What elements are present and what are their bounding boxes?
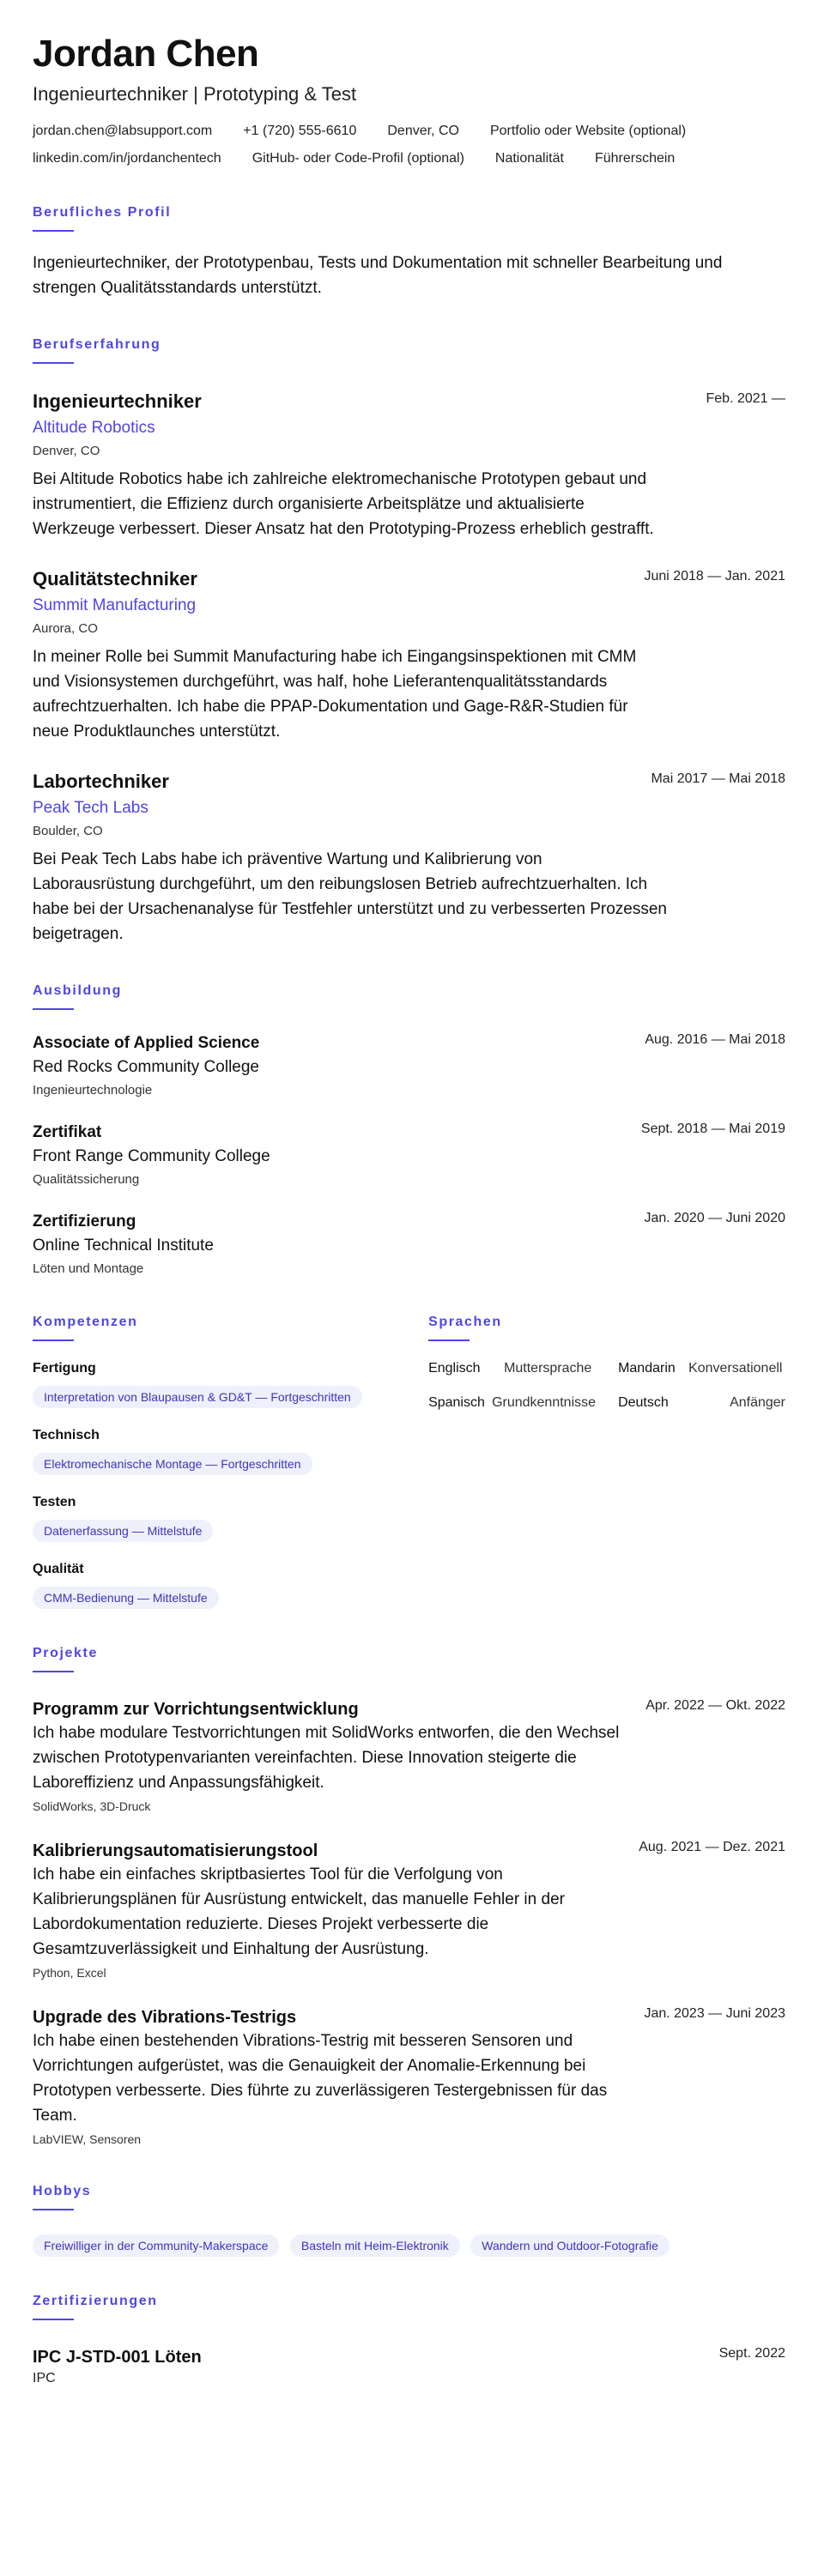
certification-name: IPC J-STD-001 Löten [33, 2348, 202, 2367]
language-level: Muttersprache [504, 1361, 592, 1376]
language-row [428, 1360, 785, 1377]
project-title: Upgrade des Vibrations-Testrigs [33, 2008, 297, 2027]
certification-entry [33, 2346, 785, 2387]
contact-github[interactable]: GitHub- oder Code-Profil (optional) [251, 151, 464, 166]
section-divider [428, 1339, 470, 1341]
section-skills [33, 1314, 418, 1609]
contact-portfolio[interactable]: Portfolio oder Website (optional) [489, 124, 687, 138]
contact-email[interactable]: jordan.chen@labsupport.com [33, 124, 213, 138]
section-experience [33, 336, 785, 946]
section-profile [33, 204, 785, 300]
job-description: Bei Altitude Robotics habe ich zahlreiche elektromechanische Prototypen gebaut und instrumentiert, die Effizienz durch organisierte Arbeitsplätze und aktualisierte Werkzeuge verbessert. Dieser Ansatz hat den Prototyping-Prozess erheblich gestrafft. [33, 470, 654, 538]
skill-category: Testen [33, 1495, 76, 1509]
language-level: Konversationell [688, 1361, 783, 1376]
language-name: Englisch [428, 1361, 481, 1376]
skills-languages-row [33, 1314, 785, 1609]
section-certifications [33, 2293, 785, 2387]
skill-tag: Interpretation von Blaupausen & GD&T — Fortgeschritten [33, 1386, 362, 1408]
education-field: Ingenieurtechnologie [33, 1083, 153, 1098]
language-name: Deutsch [618, 1395, 669, 1410]
section-divider [33, 1339, 74, 1341]
candidate-name: Jordan Chen [33, 33, 259, 75]
job-company: Summit Manufacturing [33, 596, 197, 614]
section-title: Berufserfahrung [33, 337, 161, 352]
profile-summary: Ingenieurtechniker, der Prototypenbau, Tests und Dokumentation mit schneller Bearbeitung und strengen Qualitätsstandards unterstützt. [33, 254, 723, 297]
section-title: Kompetenzen [33, 1315, 138, 1329]
project-description: Ich habe modulare Testvorrichtungen mit SolidWorks entworfen, die den Wechsel zwischen Prototypenvarianten vereinfachten. Diese Innovation steigerte die Laboreffizienz und Anpassungsfähigkeit. [33, 1724, 620, 1792]
job-description: In meiner Rolle bei Summit Manufacturing habe ich Eingangsinspektionen mit CMM und Visionsystemen durchgeführt, was half, hohe Lieferantenqualitätsstandards aufrechtzuerhalten. Ich habe die PPAP-Dokumentation und Gage-R&R-Studien für neue Produktlaunches unterstützt. [33, 648, 637, 741]
certification-issuer: IPC [33, 2371, 56, 2386]
education-date: Sept. 2018 — Mai 2019 [640, 1122, 785, 1136]
contact-license: Führerschein [594, 151, 676, 166]
section-title: Hobbys [33, 2184, 92, 2198]
section-divider [33, 2209, 74, 2210]
job-location: Denver, CO [33, 444, 100, 458]
contact-info [33, 122, 785, 168]
job-company: Peak Tech Labs [33, 799, 148, 817]
project-entry [33, 1840, 785, 1980]
contact-location: Denver, CO [387, 124, 459, 138]
project-title: Kalibrierungsautomatisierungstool [33, 1841, 318, 1860]
section-divider [33, 2319, 74, 2320]
hobby-tag: Basteln mit Heim-Elektronik [290, 2234, 460, 2257]
education-entry [33, 1032, 785, 1099]
candidate-headline: Ingenieurtechniker | Prototyping & Test [33, 83, 357, 105]
contact-linkedin[interactable]: linkedin.com/in/jordanchentech [33, 151, 221, 166]
project-description: Ich habe ein einfaches skriptbasiertes Tool für die Verfolgung von Kalibrierungsplänen für Ausrüstung entwickelt, das manuelle Fehler in der Labordokumentation reduzierte. Dieses Projekt verbesserte die Gesamtzuverlässigkeit und Einhaltung der Ausrüstung. [33, 1865, 565, 1958]
certification-date: Sept. 2022 [718, 2346, 785, 2361]
language-level: Grundkenntnisse [492, 1395, 597, 1410]
project-date: Jan. 2023 — Juni 2023 [644, 2006, 785, 2021]
job-date: Feb. 2021 — [706, 391, 785, 406]
section-title: Zertifizierungen [33, 2294, 158, 2308]
hobby-tag: Freiwilliger in der Community-Makerspace [33, 2234, 279, 2257]
job-entry [33, 770, 785, 946]
education-school: Online Technical Institute [33, 1237, 214, 1255]
language-row [428, 1394, 785, 1412]
section-title: Ausbildung [33, 983, 122, 998]
job-description: Bei Peak Tech Labs habe ich präventive Wartung und Kalibrierung von Laborausrüstung durchgeführt, um den reibungslosen Betrieb aufrechtzuerhalten. Ich habe bei der Ursachenanalyse für Testfehler unterstützt und zu verbesserten Prozessen beigetragen. [33, 850, 667, 943]
skill-tag: Elektromechanische Montage — Fortgeschritten [33, 1453, 312, 1475]
language-level: Anfänger [730, 1395, 785, 1410]
project-tech: LabVIEW, Sensoren [33, 2132, 142, 2146]
section-divider [33, 1008, 74, 1010]
education-degree: Zertifizierung [33, 1212, 136, 1231]
project-date: Apr. 2022 — Okt. 2022 [645, 1698, 785, 1713]
contact-phone[interactable]: +1 (720) 555-6610 [243, 124, 357, 138]
project-tech: Python, Excel [33, 1966, 106, 1980]
education-date: Aug. 2016 — Mai 2018 [645, 1032, 785, 1047]
language-name: Mandarin [618, 1361, 676, 1376]
project-entry [33, 2006, 785, 2147]
education-date: Jan. 2020 — Juni 2020 [644, 1211, 785, 1225]
education-field: Qualitätssicherung [33, 1172, 140, 1187]
section-title: Sprachen [428, 1315, 502, 1329]
education-degree: Zertifikat [33, 1123, 102, 1141]
section-divider [33, 1671, 74, 1672]
job-location: Aurora, CO [33, 621, 98, 636]
project-tech: SolidWorks, 3D-Druck [33, 1799, 151, 1813]
language-name: Spanisch [428, 1395, 485, 1410]
job-company: Altitude Robotics [33, 419, 155, 437]
job-date: Juni 2018 — Jan. 2021 [644, 569, 785, 584]
section-title: Berufliches Profil [33, 205, 172, 220]
education-school: Front Range Community College [33, 1147, 270, 1165]
job-location: Boulder, CO [33, 824, 103, 838]
education-entry [33, 1122, 785, 1188]
skill-category: Fertigung [33, 1361, 96, 1376]
education-entry [33, 1211, 785, 1278]
section-languages [428, 1314, 785, 1609]
job-entry [33, 390, 785, 541]
project-date: Aug. 2021 — Dez. 2021 [639, 1840, 785, 1854]
skill-tag: Datenerfassung — Mittelstufe [33, 1520, 213, 1542]
resume-header [33, 33, 785, 168]
skill-category: Qualität [33, 1562, 84, 1576]
section-projects [33, 1645, 785, 2147]
job-title: Labortechniker [33, 771, 169, 792]
skill-category: Technisch [33, 1428, 100, 1442]
section-title: Projekte [33, 1646, 98, 1660]
contact-nationality: Nationalität [494, 151, 564, 166]
education-field: Löten und Montage [33, 1261, 144, 1276]
section-divider [33, 230, 74, 232]
hobby-tag: Wandern und Outdoor-Fotografie [470, 2234, 670, 2257]
job-title: Ingenieurtechniker [33, 390, 202, 412]
section-hobbies [33, 2183, 785, 2257]
project-entry [33, 1698, 785, 1814]
education-degree: Associate of Applied Science [33, 1034, 260, 1052]
project-title: Programm zur Vorrichtungsentwicklung [33, 1700, 359, 1719]
section-divider [33, 362, 74, 364]
skill-tag: CMM-Bedienung — Mittelstufe [33, 1587, 219, 1609]
section-education [33, 983, 785, 1278]
project-description: Ich habe einen bestehenden Vibrations-Testrig mit besseren Sensoren und Vorrichtungen aufgerüstet, was die Genauigkeit der Anomalie-Erkennung bei Prototypen verbesserte. Dies führte zu zuverlässigeren Testergebnissen für das Team. [33, 2032, 608, 2125]
education-school: Red Rocks Community College [33, 1058, 259, 1076]
job-date: Mai 2017 — Mai 2018 [651, 771, 785, 786]
language-list [428, 1360, 785, 1412]
hobby-list [33, 2226, 785, 2257]
job-entry [33, 567, 785, 744]
job-title: Qualitätstechniker [33, 568, 197, 590]
